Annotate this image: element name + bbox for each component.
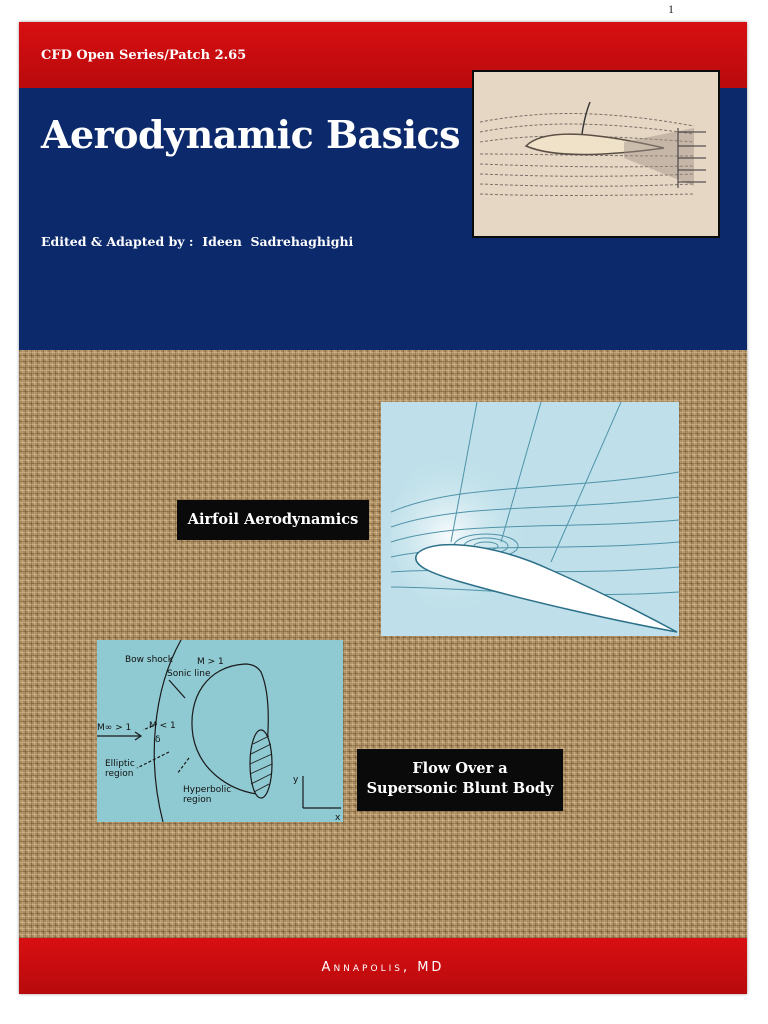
airfoil-caption: Airfoil Aerodynamics bbox=[177, 500, 369, 540]
bow-shock-label: Bow shock bbox=[125, 655, 173, 665]
sonic-line-label: Sonic line bbox=[167, 669, 211, 679]
blunt-body-diagram bbox=[97, 640, 343, 822]
location-label: Annapolis, MD bbox=[321, 960, 445, 975]
airfoil-flow-figure bbox=[381, 402, 679, 636]
hyperbolic-region-label: region bbox=[183, 795, 212, 805]
airfoil-streamline-figure bbox=[472, 70, 720, 238]
mach-gt1-label: M > 1 bbox=[197, 657, 224, 667]
mach-lt1-label: M < 1 bbox=[149, 721, 176, 731]
x-axis-label: x bbox=[335, 813, 341, 822]
page-number: 1 bbox=[668, 2, 674, 16]
blunt-body-caption bbox=[357, 749, 563, 811]
blunt-caption-line1: Flow Over a bbox=[412, 760, 508, 777]
minf-label: M∞ > 1 bbox=[97, 723, 132, 733]
editor-credit: Edited & Adapted by : Ideen Sadrehaghighi bbox=[41, 234, 354, 249]
elliptic-region-label: region bbox=[105, 769, 134, 779]
book-title: Aerodynamic Basics bbox=[41, 112, 461, 157]
book-cover bbox=[19, 22, 747, 994]
delta-label: δ bbox=[155, 735, 161, 745]
elliptic-label: Elliptic bbox=[105, 759, 135, 769]
hyperbolic-label: Hyperbolic bbox=[183, 785, 232, 795]
blunt-caption-line2: Supersonic Blunt Body bbox=[366, 780, 554, 797]
series-label: CFD Open Series/Patch 2.65 bbox=[41, 48, 247, 63]
y-axis-label: y bbox=[293, 775, 299, 785]
